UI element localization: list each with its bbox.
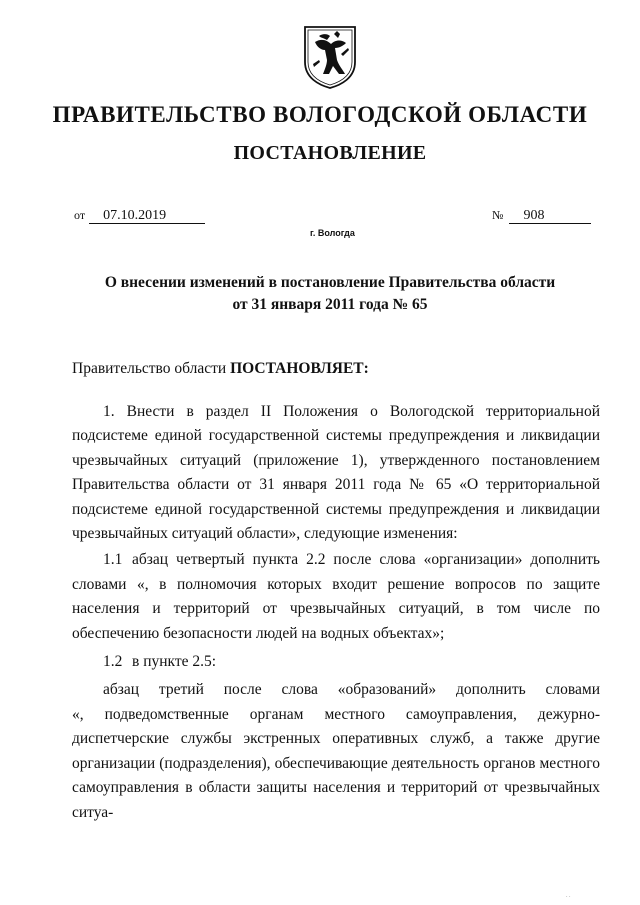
page-mark: . . bbox=[566, 893, 571, 899]
paragraph-1-2-a-line-1: абзац третий после слова «образований» дополнить словами bbox=[103, 681, 600, 699]
decree-bold: ПОСТАНОВЛЯЕТ: bbox=[230, 360, 369, 377]
document-type: ПОСТАНОВЛЕНИЕ bbox=[233, 142, 427, 164]
decree-prefix: Правительство области bbox=[72, 360, 231, 377]
number-field bbox=[492, 208, 591, 224]
paragraph-1-1 bbox=[72, 548, 600, 646]
paragraph-1-2-number: 1.2 bbox=[103, 653, 123, 671]
government-title: ПРАВИТЕЛЬСТВО ВОЛОГОДСКОЙ ОБЛАСТИ bbox=[52, 102, 588, 127]
number-value: 908 bbox=[509, 209, 591, 224]
subject-line-1: О внесении изменений в постановление Правительства области bbox=[104, 274, 556, 291]
subject-line-2: от 31 января 2011 года № 65 bbox=[232, 296, 428, 313]
document-body bbox=[72, 400, 600, 825]
number-label: № bbox=[492, 208, 504, 222]
date-value: 07.10.2019 bbox=[89, 209, 205, 224]
decree-statement bbox=[72, 360, 369, 378]
city-label: г. Вологда bbox=[310, 228, 355, 238]
vologda-coat-of-arms-icon bbox=[301, 24, 359, 90]
paragraph-1-2 bbox=[72, 650, 600, 674]
paragraph-1-1-number: 1.1 bbox=[103, 551, 123, 569]
paragraph-1-1-text: абзац четвертый пункта 2.2 после слова «организации» дополнить словами «, в полномочия которых входит решение вопросов по защите населения и территорий от чрезвычайных ситуаций, в том числе по обеспечению безопасности людей на водных объектах»; bbox=[72, 551, 600, 642]
date-label: от bbox=[74, 208, 86, 222]
paragraph-1: 1. Внести в раздел II Положения о Вологодской территориальной подсистеме единой государственной системы предупреждения и ликвидации чрезвычайных ситуаций (приложение 1), утвержденного постановлением Правительства области от 31 января 2011 года № 65 «О территориальной подсистеме единой государственной системы предупреждения и ликвидации чрезвычайных ситуаций области», следующие изменения: bbox=[72, 403, 600, 543]
date-field bbox=[74, 208, 205, 224]
paragraph-1-2-text: в пункте 2.5: bbox=[132, 653, 217, 671]
paragraph-1-2-a-rest: «, подведомственные органам местного самоуправления, дежурно-диспетчерские службы экстренных оперативных служб, а также другие организации (подразделения), обеспечивающие деятельность органов местного самоуправления в области защиты населения и территорий от чрезвычайных ситуа- bbox=[72, 705, 600, 821]
document-subject bbox=[60, 272, 600, 316]
